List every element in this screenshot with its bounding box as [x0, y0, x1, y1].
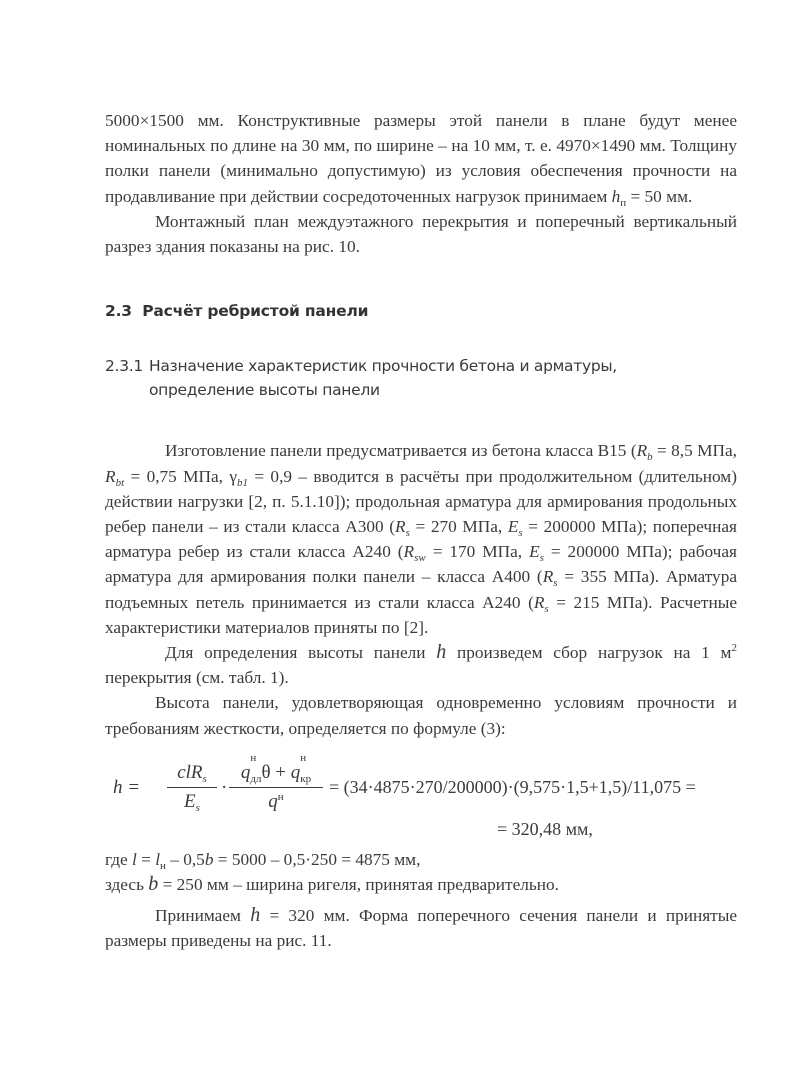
sub: s: [518, 527, 523, 540]
where-l-line: [105, 847, 737, 872]
fraction-clRs-Es: [167, 761, 217, 814]
text: – 0,5: [165, 849, 205, 869]
text: = 170 МПа,: [425, 542, 530, 562]
text: =: [136, 849, 156, 869]
text: здесь: [105, 875, 149, 895]
var-h: h: [436, 641, 447, 664]
subsection-number: 2.3.1: [105, 357, 143, 376]
formula-expression: = (34·4875·270/200000)·(9,575·1,5+1,5)/11,075 =: [329, 776, 696, 797]
text: = 0,75 МПа,: [124, 466, 230, 486]
multiply-dot: ·: [221, 776, 228, 798]
text: = 50 мм.: [626, 186, 693, 206]
paragraph-load-collection: [105, 640, 737, 690]
denominator: E: [184, 790, 196, 812]
var: R: [395, 517, 406, 537]
sub: s: [544, 602, 549, 615]
text: Принимаем: [155, 906, 251, 926]
paragraph-mounting-plan: Монтажный план междуэтажного перекрытия и поперечный вертикальный разрез здания показаны на рис. 10.: [105, 211, 737, 257]
sub: b1: [236, 476, 248, 489]
q-total: q: [268, 790, 278, 812]
var: R: [542, 567, 554, 587]
sub: b: [647, 451, 653, 464]
text: = 5000 – 0,5·250 = 4875 мм,: [213, 849, 421, 869]
var: R: [533, 592, 545, 612]
text: = 215 МПа). Расчетные характеристики материалов приняты по [2].: [105, 592, 738, 637]
text: = 270 МПа,: [409, 517, 508, 537]
text: Для определения высоты панели: [165, 643, 437, 663]
paragraph-materials: [105, 438, 737, 640]
var-ln: l: [155, 849, 161, 869]
formula-lhs: h =: [113, 776, 141, 798]
section-title: Расчёт ребристой панели: [142, 302, 369, 321]
subsection-title-line2: определение высоты панели: [149, 381, 380, 400]
formula-panel-height: [105, 751, 737, 841]
text: 5000×1500 мм. Конструктивные размеры этой панели в плане будут менее номинальных по длине на 30 мм, по ширине – на 10 мм, т. е. 4970×1490 мм. Толщину полки панели (минимально допустимую) из условия обеспечения прочности на продавливание при действии сосредоточенных нагрузок принимаем: [105, 111, 737, 206]
var-h: h: [611, 186, 621, 206]
text: = 250 мм – ширина ригеля, принятая предварительно.: [158, 875, 559, 895]
sub: п: [620, 196, 627, 209]
sub: s: [405, 527, 410, 540]
sup: н: [277, 790, 284, 803]
text: = 320 мм. Форма поперечного сечения панели и принятые размеры приведены на рис. 11.: [105, 906, 737, 951]
text: где: [105, 849, 133, 869]
var: R: [636, 441, 648, 461]
sub: s: [195, 801, 200, 814]
numerator: clR: [177, 761, 203, 783]
var: E: [529, 542, 540, 562]
var: R: [105, 466, 116, 486]
var-h: h: [250, 904, 261, 927]
q-long: q: [240, 761, 251, 783]
document-page: [105, 108, 737, 954]
theta: θ +: [261, 761, 291, 783]
where-b-line: [105, 872, 737, 897]
paragraph-panel-dimensions: [105, 108, 737, 209]
text: перекрытия (см. табл. 1).: [105, 668, 289, 688]
sup: 2: [731, 642, 737, 655]
text: = 200000 МПа); рабочая арматура для армирования полки панели – класса А400 (: [105, 542, 737, 587]
q-short: q: [290, 761, 301, 783]
sub: s: [202, 772, 207, 785]
var: γ: [229, 466, 237, 486]
text: = 0,9 – вводится в расчёты при продолжительном (длительном) действии нагрузки [2, п. 5.1.10]); продольная арматура для армирования продольных ребер панели – из стали класса А300 (: [105, 466, 737, 537]
formula-result: = 320,48 мм,: [497, 818, 593, 839]
paragraph-accepted-height: [105, 903, 737, 953]
section-number: 2.3: [105, 302, 132, 321]
sub: дл: [250, 772, 262, 785]
text: Изготовление панели предусматривается из бетона класса В15 (: [165, 441, 637, 461]
text: = 355 МПа). Арматура подъемных петель принимается из стали класса А240 (: [105, 567, 738, 612]
sub: s: [539, 552, 544, 565]
sub: кр: [300, 772, 312, 785]
var: R: [403, 542, 415, 562]
sub: sw: [414, 552, 426, 565]
sub: s: [553, 577, 558, 590]
section-heading: [105, 299, 737, 324]
var-b: b: [148, 873, 159, 896]
text: = 8,5 МПа,: [652, 441, 737, 461]
var-b: b: [204, 849, 214, 869]
subsection-heading: [105, 354, 737, 402]
var-l: l: [132, 849, 137, 869]
subsection-title-line1: Назначение характеристик прочности бетона и арматуры,: [149, 357, 617, 376]
var: E: [507, 517, 519, 537]
sub: bt: [115, 476, 125, 489]
text: произведем сбор нагрузок на 1 м: [446, 643, 732, 663]
text: = 200000 МПа); поперечная арматура ребер из стали класса А240 (: [105, 517, 737, 562]
sub: н: [160, 859, 166, 872]
paragraph-height-formula-intro: Высота панели, удовлетворяющая одновременно условиям прочности и требованиям жесткости, определяется по формуле (3):: [105, 693, 737, 738]
fraction-loads: q н $_{дл}$θ + q н $_{кр}$ $q^н$: [229, 761, 323, 814]
